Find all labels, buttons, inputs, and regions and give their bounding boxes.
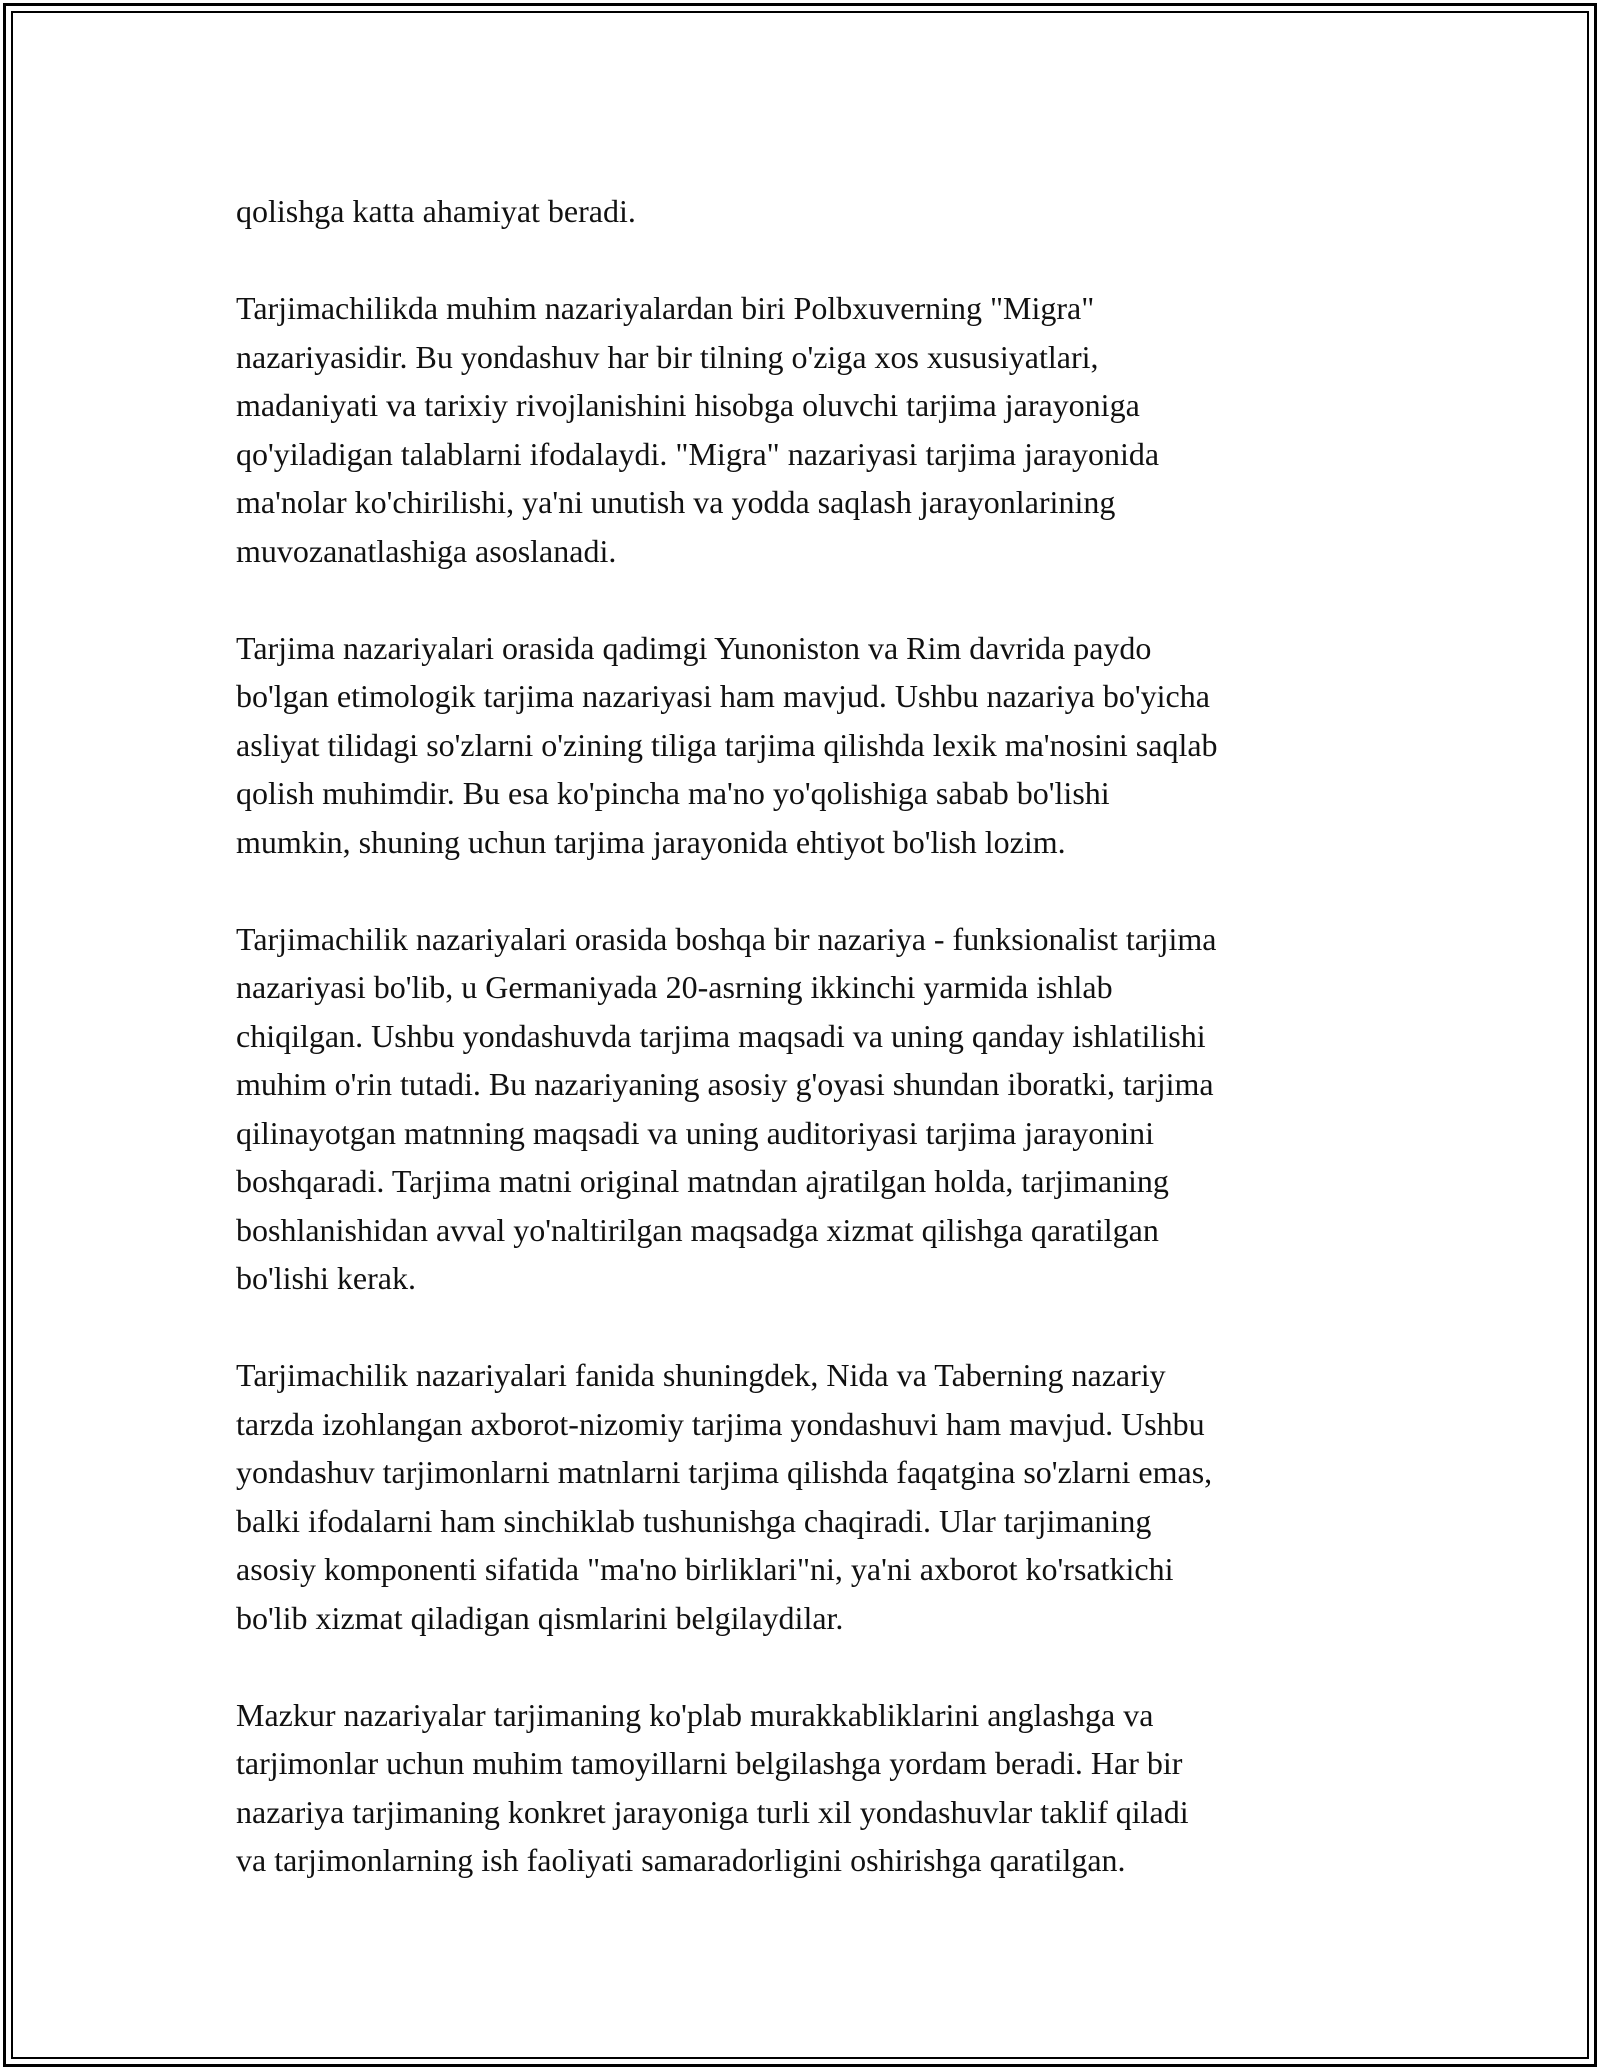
text-line: bo'lib xizmat qiladigan qismlarini belgilaydilar. [236, 1599, 844, 1636]
text-line: qilinayotgan matnning maqsadi va uning auditoriyasi tarjima jarayonini [236, 1114, 1155, 1151]
text-line: chiqilgan. Ushbu yondashuvda tarjima maqsadi va uning qanday ishlatilishi [236, 1017, 1206, 1054]
text-line: nazariyasi bo'lib, u Germaniyada 20-asrning ikkinchi yarmida ishlab [236, 969, 1113, 1005]
text-line: balki ifodalarni ham sinchiklab tushunishga chaqiradi. Ular tarjimaning [236, 1502, 1152, 1539]
paragraph-2 [236, 284, 1376, 575]
text-line: Mazkur nazariyalar tarjimaning ko'plab murakkabliklarini anglashga va [236, 1696, 1154, 1733]
text-line: boshqaradi. Tarjima matni original matndan ajratilgan holda, tarjimaning [236, 1163, 1169, 1199]
text-line: tarzda izohlangan axborot-nizomiy tarjima yondashuvi ham mavjud. Ushbu [236, 1405, 1205, 1442]
paragraph-4 [236, 915, 1376, 1303]
text-line: Tarjima nazariyalari orasida qadimgi Yunoniston va Rim davrida paydo [236, 629, 1152, 666]
text-line: muhim o'rin tutadi. Bu nazariyaning asosiy g'oyasi shundan iboratki, tarjima [236, 1066, 1214, 1102]
paragraph-1 [236, 187, 1376, 236]
paragraph-6 [236, 1691, 1376, 1885]
text-line: asliyat tilidagi so'zlarni o'zining tiliga tarjima qilishda lexik ma'nosini saqlab [236, 726, 1218, 763]
text-line: asosiy komponenti sifatida "ma'no birliklari"ni, ya'ni axborot ko'rsatkichi [236, 1551, 1174, 1587]
text-line: mumkin, shuning uchun tarjima jarayonida ehtiyot bo'lish lozim. [236, 823, 1066, 860]
text-line: bo'lgan etimologik tarjima nazariyasi ham mavjud. Ushbu nazariya bo'yicha [236, 678, 1210, 714]
text-line: nazariya tarjimaning konkret jarayoniga turli xil yondashuvlar taklif qiladi [236, 1793, 1189, 1830]
text-line: Tarjimachilik nazariyalari orasida boshqa bir nazariya - funksionalist tarjima [236, 920, 1217, 957]
text-line: boshlanishidan avval yo'naltirilgan maqsadga xizmat qilishga qaratilgan [236, 1211, 1159, 1248]
text-line: qolish muhimdir. Bu esa ko'pincha ma'no yo'qolishiga sabab bo'lishi [236, 775, 1110, 811]
text-line: muvozanatlashiga asoslanadi. [236, 532, 617, 569]
text-line: ma'nolar ko'chirilishi, ya'ni unutish va yodda saqlash jarayonlarining [236, 484, 1116, 520]
text-line: madaniyati va tarixiy rivojlanishini hisobga oluvchi tarjima jarayoniga [236, 387, 1140, 423]
paragraph-3 [236, 624, 1376, 867]
text-line: yondashuv tarjimonlarni matnlarni tarjima qilishda faqatgina so'zlarni emas, [236, 1454, 1213, 1490]
text-line: Tarjimachilikda muhim nazariyalardan biri Polbxuverning "Migra" [236, 290, 1095, 326]
text-line: tarjimonlar uchun muhim tamoyillarni belgilashga yordam beradi. Har bir [236, 1745, 1183, 1781]
paragraph-5 [236, 1351, 1376, 1642]
text-line: bo'lishi kerak. [236, 1260, 416, 1296]
text-line: qo'yiladigan talablarni ifodalaydi. "Migra" nazariyasi tarjima jarayonida [236, 435, 1160, 472]
text-line: nazariyasidir. Bu yondashuv har bir tilning o'ziga xos xususiyatlari, [236, 338, 1099, 375]
text-line: va tarjimonlarning ish faoliyati samaradorligini oshirishga qaratilgan. [236, 1842, 1126, 1878]
text-line: Tarjimachilik nazariyalari fanida shuningdek, Nida va Taberning nazariy [236, 1357, 1166, 1393]
text-line: qolishga katta ahamiyat beradi. [236, 193, 636, 229]
page-body [236, 187, 1376, 1933]
